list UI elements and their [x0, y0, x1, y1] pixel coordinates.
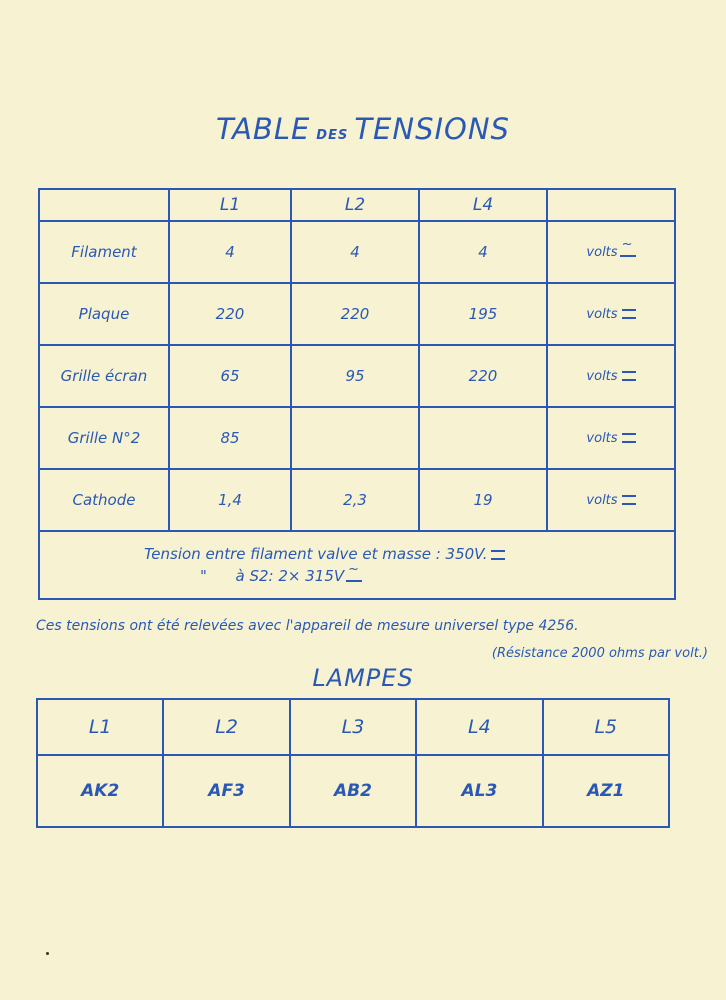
- unit-cell: [547, 345, 675, 407]
- lamp-name: L3: [290, 699, 416, 755]
- unit-cell: [547, 283, 675, 345]
- value-cell: 19: [419, 469, 547, 531]
- lamp-type: AB2: [290, 755, 416, 827]
- dc-symbol-icon: [622, 495, 636, 505]
- lampes-title: LAMPES: [312, 664, 414, 692]
- table-row: [39, 221, 675, 283]
- row-label: Cathode: [39, 469, 169, 531]
- value-cell: 95: [291, 345, 419, 407]
- unit-cell: [547, 221, 675, 283]
- ink-dot: [46, 952, 49, 955]
- table-row: [39, 345, 675, 407]
- value-cell: 2,3: [291, 469, 419, 531]
- value-cell: 220: [291, 283, 419, 345]
- title-des: DES: [316, 128, 349, 143]
- note-line-1: [40, 545, 674, 563]
- tension-header-row: [39, 189, 675, 221]
- header-cell: [547, 189, 675, 221]
- value-cell: 85: [169, 407, 291, 469]
- lamp-name: L2: [163, 699, 289, 755]
- lampes-table: [36, 698, 670, 828]
- unit-label: volts: [586, 306, 618, 322]
- measurement-note: Ces tensions ont été relevées avec l'appareil de mesure universel type 4256.: [36, 618, 579, 634]
- row-label: Grille N°2: [39, 407, 169, 469]
- row-label: Plaque: [39, 283, 169, 345]
- dc-symbol-icon: [622, 433, 636, 443]
- row-label: Grille écran: [39, 345, 169, 407]
- value-cell: 220: [419, 345, 547, 407]
- table-row: [39, 407, 675, 469]
- lamp-type: AF3: [163, 755, 289, 827]
- table-row: [39, 469, 675, 531]
- ac-symbol-icon: [346, 572, 362, 582]
- ac-symbol-icon: [620, 247, 636, 257]
- value-cell: 195: [419, 283, 547, 345]
- lamp-type: AZ1: [543, 755, 669, 827]
- value-cell: 4: [419, 221, 547, 283]
- page-title: [0, 112, 726, 146]
- header-cell: [39, 189, 169, 221]
- lamp-names-row: [37, 699, 669, 755]
- title-tensions: TENSIONS: [354, 112, 510, 146]
- unit-cell: [547, 407, 675, 469]
- unit-label: volts: [586, 492, 618, 508]
- title-table: TABLE: [216, 112, 311, 146]
- unit-label: volts: [586, 368, 618, 384]
- value-cell: 4: [169, 221, 291, 283]
- lamp-type: AK2: [37, 755, 163, 827]
- dc-symbol-icon: [491, 550, 505, 560]
- lamp-name: L4: [416, 699, 542, 755]
- unit-cell: [547, 469, 675, 531]
- note-text-1: Tension entre filament valve et masse : 350V.: [144, 545, 488, 563]
- value-cell: [419, 407, 547, 469]
- lamp-name: L5: [543, 699, 669, 755]
- table-row: [39, 283, 675, 345]
- tension-table: [38, 188, 676, 600]
- value-cell: 4: [291, 221, 419, 283]
- value-cell: 220: [169, 283, 291, 345]
- dc-symbol-icon: [622, 309, 636, 319]
- unit-label: volts: [586, 244, 618, 260]
- resistance-note: (Résistance 2000 ohms par volt.): [491, 646, 708, 661]
- header-cell: L1: [169, 189, 291, 221]
- lamp-types-row: [37, 755, 669, 827]
- tension-note-cell: [39, 531, 675, 599]
- note-line-2: [40, 567, 674, 585]
- value-cell: [291, 407, 419, 469]
- header-cell: L2: [291, 189, 419, 221]
- note-text-2: " à S2: 2× 315V: [200, 567, 345, 585]
- value-cell: 65: [169, 345, 291, 407]
- value-cell: 1,4: [169, 469, 291, 531]
- lamp-type: AL3: [416, 755, 542, 827]
- dc-symbol-icon: [622, 371, 636, 381]
- lamp-name: L1: [37, 699, 163, 755]
- unit-label: volts: [586, 430, 618, 446]
- header-cell: L4: [419, 189, 547, 221]
- tension-note-row: [39, 531, 675, 599]
- row-label: Filament: [39, 221, 169, 283]
